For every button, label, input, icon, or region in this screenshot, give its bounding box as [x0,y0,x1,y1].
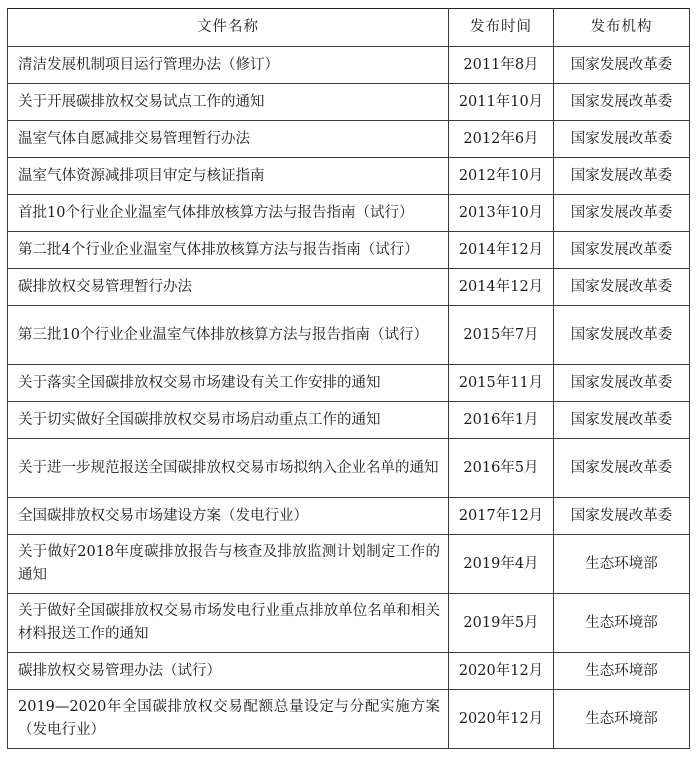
cell-issuing-agency: 国家发展改革委 [554,365,690,402]
table-body [8,47,690,749]
cell-issuing-agency: 国家发展改革委 [554,47,690,84]
table-row [8,498,690,535]
cell-issuing-agency: 国家发展改革委 [554,306,690,365]
cell-release-date: 2011年10月 [449,84,554,121]
cell-issuing-agency: 国家发展改革委 [554,498,690,535]
table-row [8,594,690,653]
cell-issuing-agency: 生态环境部 [554,594,690,653]
cell-release-date: 2015年11月 [449,365,554,402]
cell-issuing-agency: 生态环境部 [554,653,690,690]
policy-documents-table [7,8,690,749]
cell-document-name: 碳排放权交易管理办法（试行） [8,653,449,690]
cell-release-date: 2011年8月 [449,47,554,84]
table-row [8,232,690,269]
cell-release-date: 2016年5月 [449,439,554,498]
cell-document-name: 首批10个行业企业温室气体排放核算方法与报告指南（试行） [8,195,449,232]
table-row [8,158,690,195]
cell-release-date: 2012年6月 [449,121,554,158]
cell-document-name: 关于进一步规范报送全国碳排放权交易市场拟纳入企业名单的通知 [8,439,449,498]
cell-document-name: 关于做好全国碳排放权交易市场发电行业重点排放单位名单和相关材料报送工作的通知 [8,594,449,653]
header-row [8,9,690,47]
table-row [8,306,690,365]
cell-issuing-agency: 生态环境部 [554,535,690,594]
cell-document-name: 清洁发展机制项目运行管理办法（修订） [8,47,449,84]
cell-release-date: 2020年12月 [449,653,554,690]
cell-issuing-agency: 国家发展改革委 [554,269,690,306]
cell-release-date: 2015年7月 [449,306,554,365]
cell-document-name: 第二批4个行业企业温室气体排放核算方法与报告指南（试行） [8,232,449,269]
cell-release-date: 2013年10月 [449,195,554,232]
cell-issuing-agency: 国家发展改革委 [554,439,690,498]
table-row [8,535,690,594]
cell-release-date: 2019年4月 [449,535,554,594]
cell-release-date: 2014年12月 [449,269,554,306]
cell-issuing-agency: 国家发展改革委 [554,84,690,121]
cell-issuing-agency: 国家发展改革委 [554,232,690,269]
table-row [8,690,690,749]
cell-document-name: 碳排放权交易管理暂行办法 [8,269,449,306]
cell-document-name: 关于做好2018年度碳排放报告与核查及排放监测计划制定工作的通知 [8,535,449,594]
table-row [8,47,690,84]
cell-release-date: 2016年1月 [449,402,554,439]
cell-release-date: 2012年10月 [449,158,554,195]
cell-document-name: 温室气体自愿减排交易管理暂行办法 [8,121,449,158]
cell-release-date: 2019年5月 [449,594,554,653]
document-table-container [7,8,689,749]
cell-issuing-agency: 国家发展改革委 [554,195,690,232]
cell-release-date: 2017年12月 [449,498,554,535]
cell-document-name: 第三批10个行业企业温室气体排放核算方法与报告指南（试行） [8,306,449,365]
cell-document-name: 全国碳排放权交易市场建设方案（发电行业） [8,498,449,535]
cell-release-date: 2014年12月 [449,232,554,269]
table-row [8,402,690,439]
cell-issuing-agency: 生态环境部 [554,690,690,749]
table-row [8,439,690,498]
cell-document-name: 温室气体资源减排项目审定与核证指南 [8,158,449,195]
table-row [8,365,690,402]
table-header [8,9,690,47]
table-row [8,195,690,232]
header-document-name: 文件名称 [8,9,449,47]
cell-issuing-agency: 国家发展改革委 [554,121,690,158]
cell-document-name: 关于切实做好全国碳排放权交易市场启动重点工作的通知 [8,402,449,439]
table-row [8,269,690,306]
cell-document-name: 关于开展碳排放权交易试点工作的通知 [8,84,449,121]
cell-document-name: 关于落实全国碳排放权交易市场建设有关工作安排的通知 [8,365,449,402]
table-row [8,84,690,121]
cell-release-date: 2020年12月 [449,690,554,749]
header-release-date: 发布时间 [449,9,554,47]
cell-document-name: 2019—2020年全国碳排放权交易配额总量设定与分配实施方案（发电行业） [8,690,449,749]
table-row [8,653,690,690]
cell-issuing-agency: 国家发展改革委 [554,402,690,439]
header-issuing-agency: 发布机构 [554,9,690,47]
table-row [8,121,690,158]
cell-issuing-agency: 国家发展改革委 [554,158,690,195]
